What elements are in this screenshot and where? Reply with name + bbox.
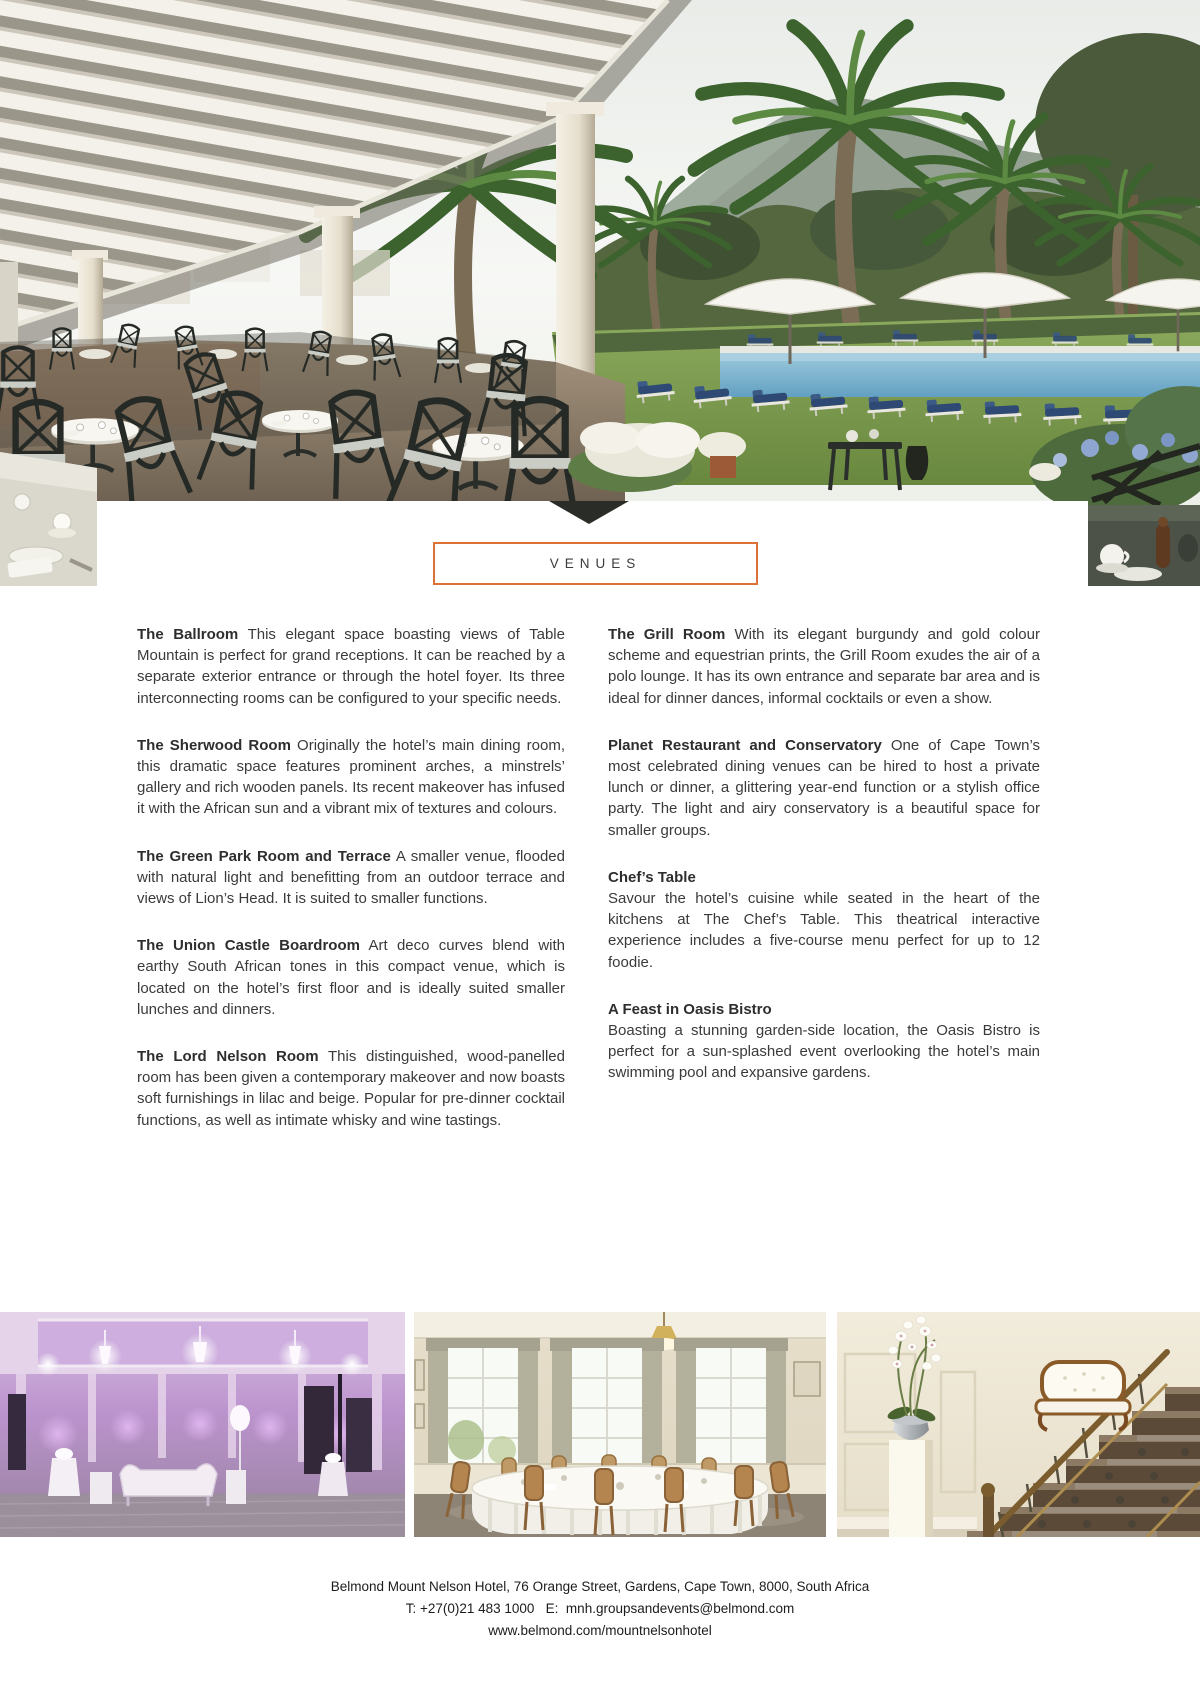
swimming-pool-icon	[720, 346, 1200, 397]
venue-name: The Union Castle Boardroom	[137, 937, 360, 955]
venue-name: The Sherwood Room	[137, 736, 291, 754]
venue-description: A smaller venue, flooded with natural light and benefitting from an outdoor terrace and views of Lion’s Head. It is suited to smaller functions.	[137, 847, 565, 908]
venue-name: The Grill Room	[608, 626, 726, 643]
venues-label: VENUES	[549, 556, 642, 571]
venue-item-planet-restaurant	[608, 735, 1040, 841]
gallery-photo-ballroom	[0, 1312, 405, 1537]
hero-illustration	[0, 0, 1200, 586]
hotel-address: Belmond Mount Nelson Hotel, 76 Orange Street, Gardens, Cape Town, 8000, South Africa	[330, 1579, 870, 1594]
venue-name: Planet Restaurant and Conservatory	[608, 736, 882, 754]
venues-label-box	[433, 542, 758, 585]
venue-description: This distinguished, wood-panelled room has been given a contemporary makeover and now boasts soft furnishings in lilac and beige. Popular for pre-dinner cocktail functions, as well as intimate whisky and wine tastings.	[137, 1048, 565, 1129]
hotel-website[interactable]: www.belmond.com/mountnelsonhotel	[488, 1623, 712, 1638]
venue-name: A Feast in Oasis Bistro	[608, 1000, 772, 1018]
venue-item-chefs-table	[608, 867, 1040, 973]
venue-item-grill-room	[608, 624, 1040, 709]
venue-description: Originally the hotel’s main dining room, this dramatic space features prominent arches, a minstrels’ gallery and rich wooden panels. Its recent makeover has infused it with the African sun and a vibrant mix of textures and colours.	[137, 736, 566, 818]
venues-column-left	[137, 624, 565, 1157]
venue-description: Art deco curves blend with earthy South African tones in this compact venue, which is located on the hotel’s first floor and is ideally suited smaller lunches and dinners.	[137, 937, 565, 1018]
venue-description: This elegant space boasting views of Table Mountain is perfect for grand receptions. It can be reached by a separate exterior entrance or through the hotel foyer. Its three interconnecting rooms can be configured to your specific needs.	[137, 626, 565, 707]
venue-item-ballroom	[137, 624, 565, 709]
gallery-photo-boardroom	[414, 1312, 826, 1537]
venue-item-oasis-bistro	[608, 999, 1040, 1084]
venues-column-right	[608, 624, 1040, 1110]
venue-description: Savour the hotel’s cuisine while seated in the heart of the kitchens at The Chef’s Table. This theatrical interactive experience includes a five-course menu perfect for up to 12 foodie.	[608, 890, 1040, 971]
venue-item-lord-nelson-room	[137, 1046, 565, 1131]
conference-table-icon	[472, 1466, 768, 1535]
hero-photo	[0, 0, 1200, 586]
venue-name: The Ballroom	[137, 626, 239, 643]
left-strip-tabletop-icon	[0, 452, 97, 586]
gallery-photo-staircase	[837, 1312, 1200, 1537]
window-icon	[426, 1338, 788, 1474]
venue-name: Chef’s Table	[608, 868, 696, 886]
venue-name: The Lord Nelson Room	[137, 1048, 319, 1066]
venue-item-union-castle-boardroom	[137, 935, 565, 1020]
venue-name: The Green Park Room and Terrace	[137, 847, 391, 865]
venue-description: Boasting a stunning garden-side location, the Oasis Bistro is perfect for a sun-splashed event overlooking the hotel’s main swimming pool and expansive gardens.	[608, 1022, 1040, 1082]
venue-item-sherwood-room	[137, 735, 565, 820]
hotel-contacts[interactable]: T: +27(0)21 483 1000 E: mnh.groupsandevents@belmond.com	[405, 1601, 795, 1616]
footer	[0, 1576, 1200, 1642]
boardroom-ceiling	[414, 1312, 826, 1338]
venue-description: With its elegant burgundy and gold colour scheme and equestrian prints, the Grill Room exudes the air of a polo lounge. It has its own entrance and separate bar area and is ideal for dinner dances, informal cocktails or even a show.	[608, 626, 1040, 707]
venue-description: One of Cape Town’s most celebrated dining venues can be hired to host a private lunch or dinner, a glittering year-end function or a stylish office party. The light and airy conservatory is a beautiful space for smaller groups.	[608, 736, 1041, 839]
right-strip-tabletop-icon	[1088, 505, 1200, 586]
venue-item-green-park-room	[137, 846, 565, 910]
